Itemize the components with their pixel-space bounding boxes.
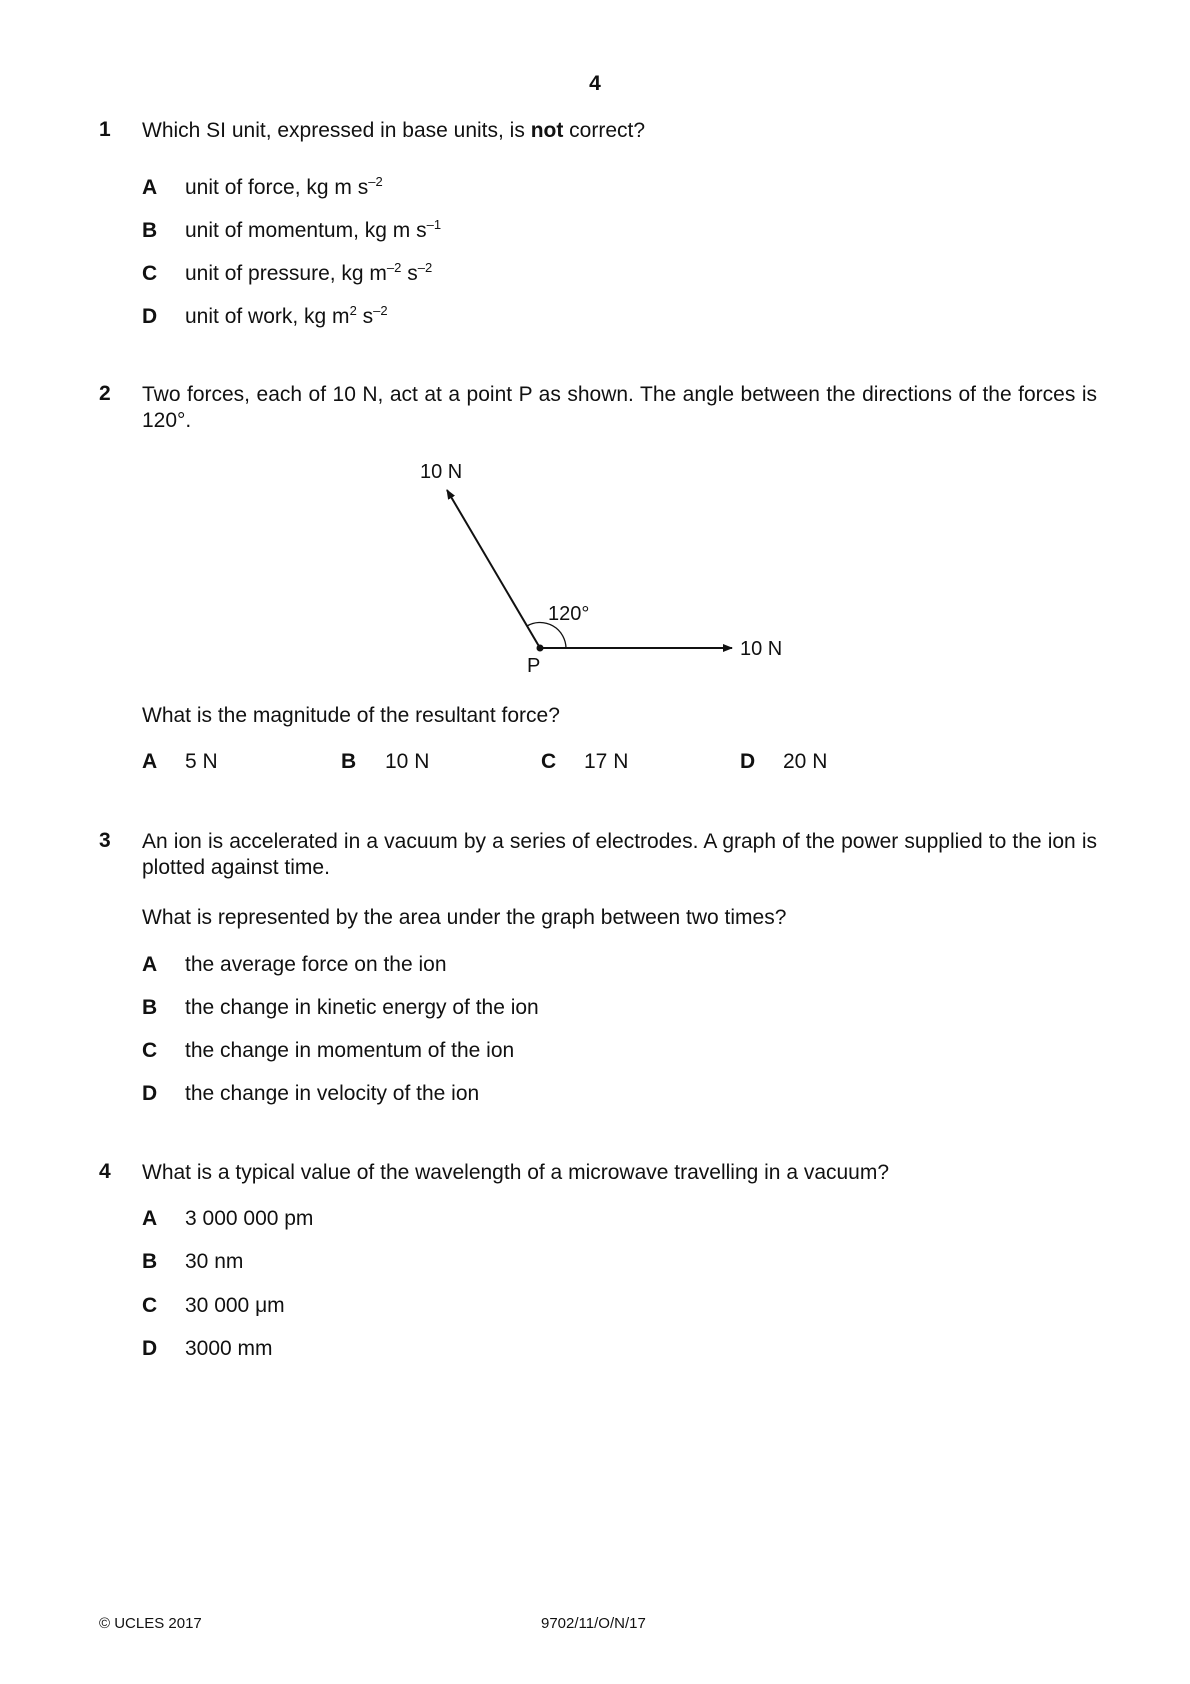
- question-1-number: 1: [99, 118, 111, 141]
- q1-option-d-sup2: –2: [373, 303, 388, 318]
- q4-option-a-letter: A: [142, 1207, 158, 1230]
- q3-option-a-text: the average force on the ion: [185, 953, 447, 976]
- footer-copyright: © UCLES 2017: [99, 1615, 202, 1632]
- q4-option-c-text: 30 000 μm: [185, 1294, 285, 1317]
- question-4-number: 4: [99, 1160, 111, 1183]
- q2-option-b-letter: B: [341, 750, 357, 773]
- q1-option-c-sup1: –2: [386, 260, 402, 275]
- q1-option-c-text: [185, 262, 432, 286]
- q3-option-c-letter: C: [142, 1039, 158, 1062]
- force-label-right: 10 N: [740, 638, 783, 660]
- q1-option-d-text: [185, 305, 388, 329]
- q2-option-c-letter: C: [541, 750, 557, 773]
- q1-option-b-main: unit of momentum, kg m s: [185, 219, 427, 242]
- q1-option-a-main: unit of force, kg m s: [185, 176, 369, 199]
- q1-option-c-letter: C: [142, 262, 158, 285]
- q4-option-b-text: 30 nm: [185, 1250, 244, 1273]
- q1-option-d-part2: s: [356, 305, 374, 328]
- q3-option-b-text: the change in kinetic energy of the ion: [185, 996, 539, 1019]
- q1-option-c-sup2: –2: [417, 260, 433, 275]
- q1-option-c-part2: s: [401, 262, 418, 285]
- q3-option-c-text: the change in momentum of the ion: [185, 1039, 515, 1062]
- q1-option-d-part1: unit of work, kg m: [185, 305, 350, 328]
- q4-option-a-text: 3 000 000 pm: [185, 1207, 314, 1230]
- question-2-prompt: What is the magnitude of the resultant force?: [142, 704, 560, 727]
- q1-option-b-sup: –1: [426, 217, 442, 232]
- q3-option-a-letter: A: [142, 953, 158, 976]
- q4-option-d-text: 3000 mm: [185, 1337, 273, 1360]
- q2-option-c-text: 17 N: [584, 750, 629, 773]
- footer-paper-code: 9702/11/O/N/17: [541, 1615, 646, 1632]
- q4-option-b-letter: B: [142, 1250, 158, 1273]
- q2-option-d-text: 20 N: [783, 750, 828, 773]
- question-4-text: What is a typical value of the wavelength of a microwave travelling in a vacuum?: [142, 1161, 890, 1184]
- q3-option-d-text: the change in velocity of the ion: [185, 1082, 480, 1105]
- q3-option-b-letter: B: [142, 996, 158, 1019]
- question-1-text-before: Which SI unit, expressed in base units, is: [142, 119, 531, 142]
- question-3-prompt: What is represented by the area under the graph between two times?: [142, 906, 787, 929]
- question-1-text: [142, 118, 645, 144]
- q4-option-d-letter: D: [142, 1337, 158, 1360]
- force-arrow-up: [447, 490, 540, 648]
- point-p-dot: [537, 645, 544, 652]
- force-label-up: 10 N: [420, 461, 463, 483]
- point-p-label: P: [527, 655, 541, 677]
- page-number: 4: [589, 72, 601, 95]
- question-2-number: 2: [99, 382, 111, 405]
- q1-option-d-sup1: 2: [349, 303, 357, 318]
- q1-option-d-letter: D: [142, 305, 158, 328]
- q2-option-a-text: 5 N: [185, 750, 218, 773]
- q1-option-a-sup: –2: [368, 174, 383, 189]
- q3-option-d-letter: D: [142, 1082, 158, 1105]
- q1-option-b-letter: B: [142, 219, 158, 242]
- angle-label: 120°: [548, 603, 590, 625]
- question-1-text-after: correct?: [563, 119, 646, 142]
- forces-diagram: [400, 450, 800, 680]
- question-3-number: 3: [99, 829, 111, 852]
- q1-option-a-letter: A: [142, 176, 158, 199]
- question-3-text: An ion is accelerated in a vacuum by a series of electrodes. A graph of the power supplied to the ion is plotted against time.: [142, 830, 1097, 879]
- q2-option-d-letter: D: [740, 750, 756, 773]
- q2-option-b-text: 10 N: [385, 750, 430, 773]
- question-2-text: Two forces, each of 10 N, act at a point P as shown. The angle between the directions of the forces is 120°.: [142, 383, 1097, 432]
- q4-option-c-letter: C: [142, 1294, 158, 1317]
- q2-option-a-letter: A: [142, 750, 158, 773]
- q1-option-b-text: [185, 219, 441, 243]
- q1-option-c-part1: unit of pressure, kg m: [185, 262, 387, 285]
- q1-option-a-text: [185, 176, 383, 200]
- question-1-emphasis: not: [530, 119, 564, 142]
